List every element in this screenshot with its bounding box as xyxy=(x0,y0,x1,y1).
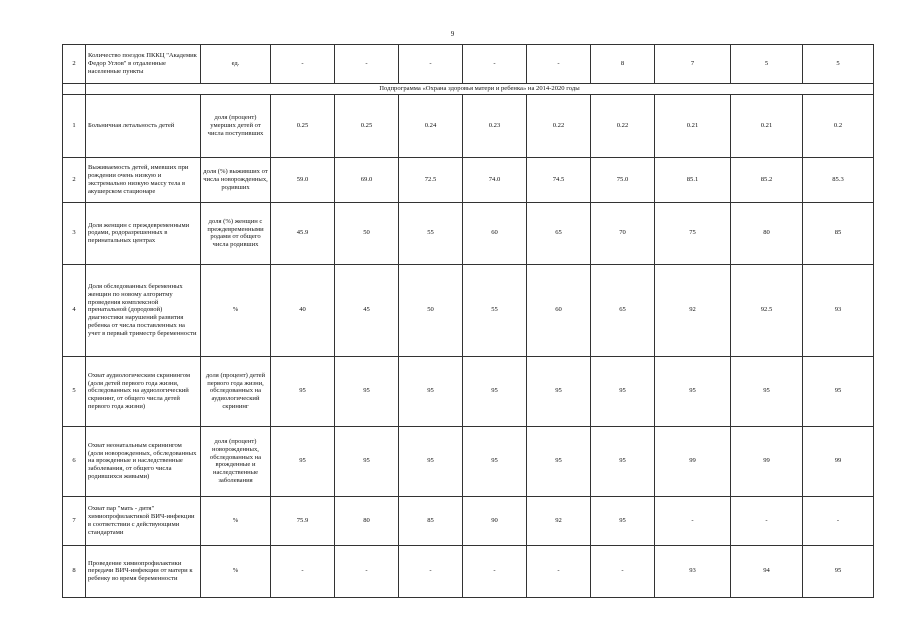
value-cell: 0.25 xyxy=(335,94,399,157)
value-cell: 99 xyxy=(731,426,803,496)
indicator-name: Охват неонатальным скринингом (доля новорожденных, обследованных на врожденные и наследственные заболевания, от общего числа родившихся живыми) xyxy=(86,426,201,496)
value-cell: - xyxy=(803,496,874,545)
value-cell: 0.24 xyxy=(399,94,463,157)
value-cell: 95 xyxy=(399,426,463,496)
subprogram-num-cell xyxy=(63,84,86,95)
value-cell: - xyxy=(399,45,463,84)
value-cell: 99 xyxy=(803,426,874,496)
value-cell: 95 xyxy=(463,426,527,496)
value-cell: 95 xyxy=(731,356,803,426)
value-cell: 0.22 xyxy=(527,94,591,157)
value-cell: 90 xyxy=(463,496,527,545)
row-number: 5 xyxy=(63,356,86,426)
value-cell: 75.9 xyxy=(271,496,335,545)
indicator-name: Количество поездок ПККЦ "Академик Федор Углов" в отдаленные населенные пункты xyxy=(86,45,201,84)
value-cell: 95 xyxy=(463,356,527,426)
value-cell: - xyxy=(399,545,463,597)
value-cell: 99 xyxy=(655,426,731,496)
table-row xyxy=(63,264,874,356)
value-cell: 92 xyxy=(527,496,591,545)
value-cell: 85.3 xyxy=(803,157,874,202)
indicator-unit: % xyxy=(201,496,271,545)
table-row xyxy=(63,426,874,496)
value-cell: 0.2 xyxy=(803,94,874,157)
value-cell: 50 xyxy=(399,264,463,356)
value-cell: - xyxy=(271,545,335,597)
value-cell: 95 xyxy=(335,426,399,496)
value-cell: 0.25 xyxy=(271,94,335,157)
value-cell: 60 xyxy=(527,264,591,356)
table-row xyxy=(63,202,874,264)
indicator-name: Выживаемость детей, имевших при рождении очень низкую и экстремально низкую массу тела в акушерском стационаре xyxy=(86,157,201,202)
value-cell: 94 xyxy=(731,545,803,597)
value-cell: 95 xyxy=(527,426,591,496)
value-cell: 0.22 xyxy=(591,94,655,157)
value-cell: - xyxy=(335,45,399,84)
value-cell: 75 xyxy=(655,202,731,264)
indicator-name: Проведение химиопрофилактики передачи ВИЧ-инфекции от матери к ребенку во время беременности xyxy=(86,545,201,597)
table-row xyxy=(63,545,874,597)
indicator-unit: % xyxy=(201,264,271,356)
indicator-name: Охват пар "мать - дитя" химиопрофилактикой ВИЧ-инфекции в соответствии с действующими стандартами xyxy=(86,496,201,545)
row-number: 8 xyxy=(63,545,86,597)
value-cell: - xyxy=(655,496,731,545)
indicator-unit: доля (процент) умерших детей от числа поступивших xyxy=(201,94,271,157)
value-cell: 95 xyxy=(803,545,874,597)
value-cell: 80 xyxy=(335,496,399,545)
indicator-unit: % xyxy=(201,545,271,597)
indicator-unit: доля (%) женщин с преждевременными родами от общего числа родивших xyxy=(201,202,271,264)
value-cell: 95 xyxy=(803,356,874,426)
row-number: 2 xyxy=(63,157,86,202)
value-cell: 5 xyxy=(803,45,874,84)
value-cell: 45 xyxy=(335,264,399,356)
value-cell: 0.23 xyxy=(463,94,527,157)
indicator-name: Доля обследованных беременных женщин по новому алгоритму проведения комплексной пренатальной (дородовой) диагностики нарушений развития ребенка от числа поставленных на учет в первый триместр беременности xyxy=(86,264,201,356)
value-cell: 95 xyxy=(271,426,335,496)
value-cell: 95 xyxy=(655,356,731,426)
value-cell: 8 xyxy=(591,45,655,84)
value-cell: 74.0 xyxy=(463,157,527,202)
value-cell: 72.5 xyxy=(399,157,463,202)
value-cell: 95 xyxy=(335,356,399,426)
value-cell: 45.9 xyxy=(271,202,335,264)
value-cell: - xyxy=(591,545,655,597)
value-cell: 7 xyxy=(655,45,731,84)
value-cell: 95 xyxy=(591,356,655,426)
subprogram-title: Подпрограмма «Охрана здоровья матери и ребенка» на 2014-2020 годы xyxy=(86,84,874,95)
value-cell: 92.5 xyxy=(731,264,803,356)
value-cell: - xyxy=(271,45,335,84)
value-cell: 65 xyxy=(527,202,591,264)
row-number: 4 xyxy=(63,264,86,356)
value-cell: 74.5 xyxy=(527,157,591,202)
value-cell: 85 xyxy=(399,496,463,545)
value-cell: 93 xyxy=(803,264,874,356)
value-cell: 95 xyxy=(271,356,335,426)
table-row xyxy=(63,356,874,426)
value-cell: 50 xyxy=(335,202,399,264)
value-cell: 40 xyxy=(271,264,335,356)
row-number: 1 xyxy=(63,94,86,157)
indicator-name: Охват аудиологическим скринингом (доля детей первого года жизни, обследованных на аудиологический скрининг, от общего числа детей первого года жизни) xyxy=(86,356,201,426)
value-cell: - xyxy=(731,496,803,545)
value-cell: 85.1 xyxy=(655,157,731,202)
table-row xyxy=(63,94,874,157)
value-cell: 55 xyxy=(463,264,527,356)
indicator-name: Доля женщин с преждевременными родами, родоразрешенных в перинатальных центрах xyxy=(86,202,201,264)
indicator-name: Больничная летальность детей xyxy=(86,94,201,157)
value-cell: 75.0 xyxy=(591,157,655,202)
table-row xyxy=(63,157,874,202)
value-cell: 60 xyxy=(463,202,527,264)
value-cell: - xyxy=(335,545,399,597)
value-cell: 59.0 xyxy=(271,157,335,202)
indicator-unit: ед. xyxy=(201,45,271,84)
value-cell: 0.21 xyxy=(731,94,803,157)
indicator-unit: доля (процент) детей первого года жизни, обследованных на аудиологический скрининг xyxy=(201,356,271,426)
row-number: 2 xyxy=(63,45,86,84)
value-cell: 95 xyxy=(591,496,655,545)
table-row xyxy=(63,45,874,84)
value-cell: 95 xyxy=(527,356,591,426)
value-cell: 93 xyxy=(655,545,731,597)
page-number: 9 xyxy=(450,30,455,38)
value-cell: 95 xyxy=(591,426,655,496)
row-number: 6 xyxy=(63,426,86,496)
value-cell: 80 xyxy=(731,202,803,264)
row-number: 3 xyxy=(63,202,86,264)
value-cell: 92 xyxy=(655,264,731,356)
value-cell: 95 xyxy=(399,356,463,426)
value-cell: 69.0 xyxy=(335,157,399,202)
table-row xyxy=(63,496,874,545)
indicators-table xyxy=(62,44,874,598)
value-cell: - xyxy=(527,45,591,84)
value-cell: 85.2 xyxy=(731,157,803,202)
value-cell: 85 xyxy=(803,202,874,264)
row-number: 7 xyxy=(63,496,86,545)
value-cell: 65 xyxy=(591,264,655,356)
value-cell: 55 xyxy=(399,202,463,264)
subprogram-header-row xyxy=(63,84,874,95)
value-cell: - xyxy=(527,545,591,597)
value-cell: - xyxy=(463,545,527,597)
value-cell: 0.21 xyxy=(655,94,731,157)
indicator-unit: доля (%) выживших от числа новорожденных, родивших xyxy=(201,157,271,202)
value-cell: - xyxy=(463,45,527,84)
value-cell: 5 xyxy=(731,45,803,84)
value-cell: 70 xyxy=(591,202,655,264)
indicator-unit: доля (процент) новорожденных, обследованных на врожденные и наследственные заболевания xyxy=(201,426,271,496)
